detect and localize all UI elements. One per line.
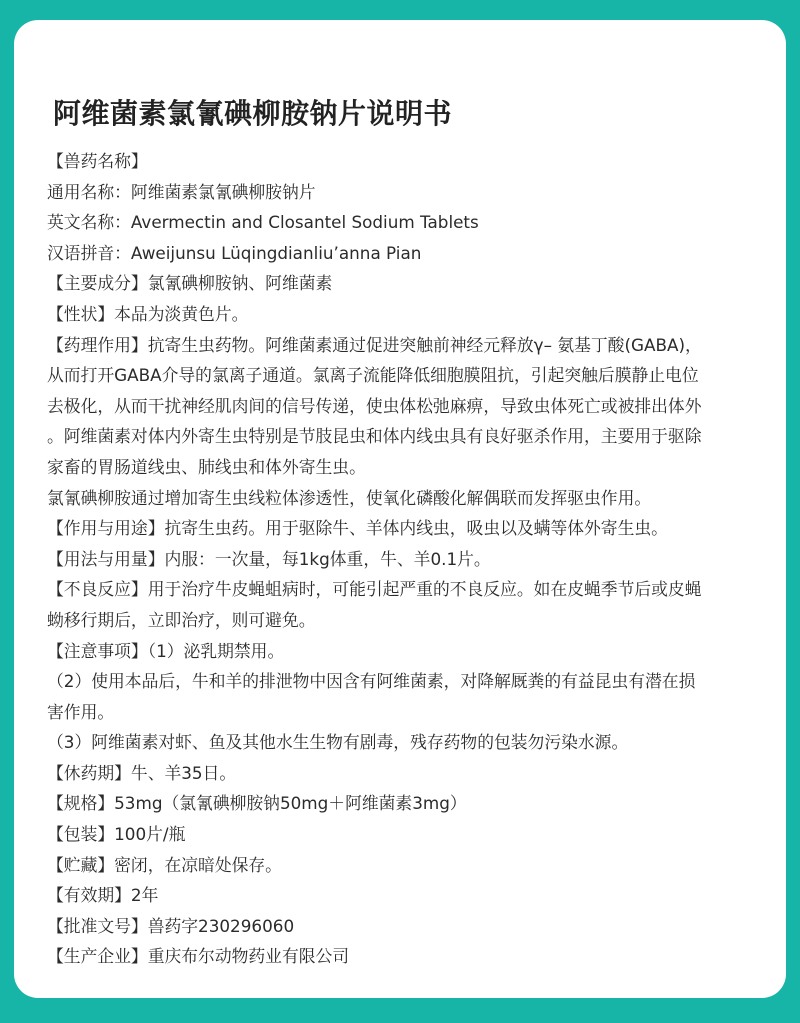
text-line: 【有效期】2年 <box>47 885 159 906</box>
text-line: 英文名称：Avermectin and Closantel Sodium Tablets <box>47 212 479 233</box>
text-line: 【作用与用途】抗寄生虫药。用于驱除牛、羊体内线虫，吸虫以及螨等体外寄生虫。 <box>47 518 668 539</box>
text-line: 【主要成分】氯氰碘柳胺钠、阿维菌素 <box>47 273 333 294</box>
text-line: 【注意事项】（1）泌乳期禁用。 <box>47 640 285 661</box>
text-line: 从而打开GABA介导的氯离子通道。氯离子流能降低细胞膜阻抗，引起突触后膜静止电位 <box>47 365 699 386</box>
text-line: 【用法与用量】内服：一次量，每1kg体重，牛、羊0.1片。 <box>47 548 491 569</box>
text-line: 【贮藏】密闭，在凉暗处保存。 <box>47 854 282 875</box>
text-line: 氯氰碘柳胺通过增加寄生虫线粒体渗透性，使氧化磷酸化解偶联而发挥驱虫作用。 <box>47 487 652 508</box>
text-line: （3）阿维菌素对虾、鱼及其他水生生物有剧毒，残存药物的包装勿污染水源。 <box>47 732 629 753</box>
text-line: 【包装】100片/瓶 <box>47 824 186 845</box>
text-line: 【兽药名称】 <box>47 151 148 171</box>
text-line: 【规格】53mg（氯氰碘柳胺钠50mg＋阿维菌素3mg） <box>47 793 467 814</box>
instruction-card <box>14 20 786 998</box>
text-line: 汉语拼音：Aweijunsu Lüqingdianliu’anna Pian <box>47 242 422 263</box>
text-line: 【生产企业】重庆布尔动物药业有限公司 <box>47 946 350 967</box>
text-line: 【休药期】牛、羊35日。 <box>47 762 237 783</box>
text-line: 【不良反应】用于治疗牛皮蝇蛆病时，可能引起严重的不良反应。如在皮蝇季节后或皮蝇 <box>47 579 702 600</box>
text-line: 家畜的胃肠道线虫、肺线虫和体外寄生虫。 <box>47 456 366 477</box>
text-line: 【性状】本品为淡黄色片。 <box>47 303 249 324</box>
document-body <box>47 146 759 972</box>
text-line: （2）使用本品后，牛和羊的排泄物中因含有阿维菌素，对降解厩粪的有益昆虫有潜在损 <box>47 671 696 692</box>
text-line: 。阿维菌素对体内外寄生虫特别是节肢昆虫和体内线虫具有良好驱杀作用，主要用于驱除 <box>47 426 702 447</box>
text-line: 通用名称：阿维菌素氯氰碘柳胺钠片 <box>47 181 316 202</box>
document-title: 阿维菌素氯氰碘柳胺钠片说明书 <box>53 97 453 130</box>
text-line: 害作用。 <box>47 701 115 722</box>
text-line: 【批准文号】兽药字230296060 <box>47 915 295 936</box>
text-line: 【药理作用】抗寄生虫药物。阿维菌素通过促进突触前神经元释放γ– 氨基丁酸(GABA)， <box>47 334 702 355</box>
text-line: 去极化，从而干扰神经肌肉间的信号传递，使虫体松弛麻痹，导致虫体死亡或被排出体外 <box>47 395 702 416</box>
text-line: 蚴移行期后，立即治疗，则可避免。 <box>47 609 316 630</box>
